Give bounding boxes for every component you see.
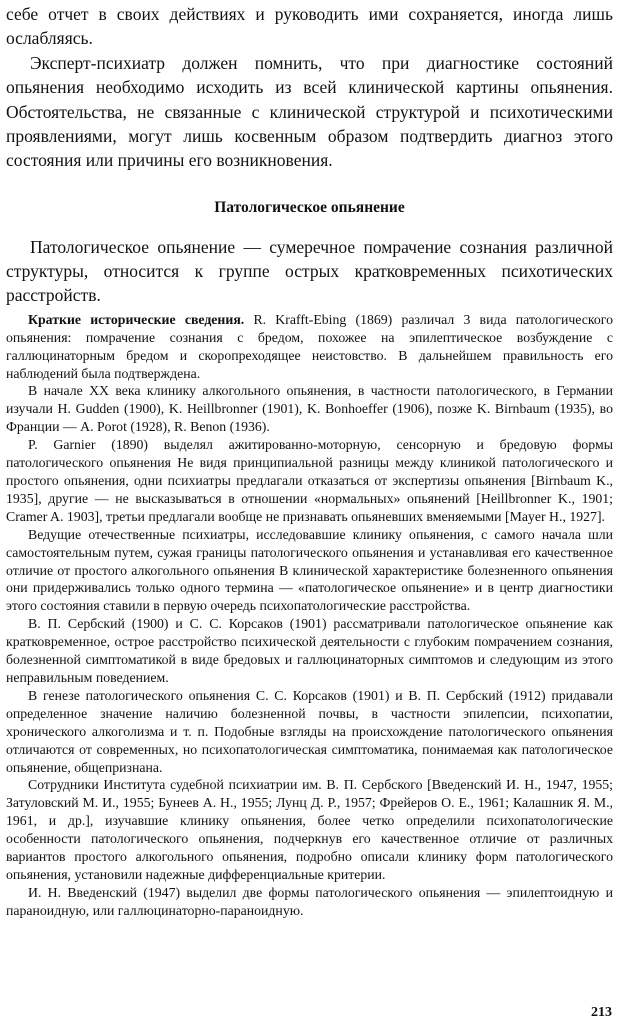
body-paragraph-3: P. Garnier (1890) выделял ажитированно-моторную, сенсорную и бредовую формы патологического опьянения Не видя принципиальной разницы между клиникой патологического и простого опьянения, одни психиатры предлагали отказаться от экспертизы опьянения [Birnbaum K., 1935], другие — не высказываться в отношении «нормальных» опьянений [Heillbronner K., 1901; Cramer A. 1903], третьи предлагали вообще не признавать опьяневших вменяемыми [Mayer H., 1927]. [6,437,613,524]
body-paragraph-6: В генезе патологического опьянения С. С. Корсаков (1901) и В. П. Сербский (1912) придавали определенное значение наличию болезненной почвы, в частности эпилепсии, психопатии, хронического алкоголизма и т. п. Подобные взгляды на происхождение патологического опьянения отличаются от современных, но психопатологическая симптоматика, понимаемая как патологическое опьянение, общепризнана. [6,687,613,775]
intro-paragraph-2: Эксперт-психиатр должен помнить, что при диагностике состояний опьянения необходимо исходить из всей клинической картины опьянения. Обстоятельства, не связанные с клинической структурой и психотическими проявлениями, могут лишь косвенным образом подтвердить диагноз этого состояния или причины его возникновения. [6,52,613,171]
body-paragraph-7: Сотрудники Института судебной психиатрии им. В. П. Сербского [Введенский И. Н., 1947, 1955; Затуловский М. И., 1955; Бунеев А. Н., 1955; Лунц Д. Р., 1957; Фрейеров О. Е., 1961; Калашник Я. М., 1961, и др.], изучавшие клинику опьянения, более четко определили психопатологические особенности патологического опьянения, подчеркнув его качественное отличие от различных вариантов простого алкогольного опьянения, подробно описали клинику форм патологического опьянения, установили надежные дифференциальные критерии. [6,777,613,882]
body-paragraph-1 [6,311,613,383]
body-paragraph-8: И. Н. Введенский (1947) выделил две формы патологического опьянения — эпилептоидную и параноидную, или галлюцинаторно-параноидную. [6,884,613,918]
body-paragraph-4: Ведущие отечественные психиатры, исследовавшие клинику опьянения, с самого начала шли самостоятельным путем, сужая границы патологического опьянения и устанавливая его качественное отличие от простого алкогольного опьянения В клинической характеристике болезненного опьянения они придерживались только одного термина — «патологическое опьянение» и в центр диагностики этого состояния ставили в первую очередь психопатологические расстройства. [6,526,613,614]
page-number: 213 [591,1005,612,1020]
intro-paragraph-1: себе отчет в своих действиях и руководить ими сохраняется, иногда лишь ослабляясь. [6,4,613,49]
paragraph-text: R. Krafft-Ebing (1869) различал 3 вида патологического опьянения: помрачение сознания с бредом, похожее на эпилептическое возбуждение с галлюцинаторным бредом и скоропреходящее неистовство. В дальнейшем правильность его наблюдений была подтверждена. [6,311,613,381]
body-paragraph-5: В. П. Сербский (1900) и С. С. Корсаков (1901) рассматривали патологическое опьянение как кратковременное, острое расстройство психической деятельности с глубоким помрачением сознания, болезненной симптоматикой в виде бредовых и галлюцинаторных симптомов и следующим из этого неправильным поведением. [6,616,613,685]
body-paragraph-2: В начале XX века клинику алкогольного опьянения, в частности патологического, в Германии изучали H. Gudden (1900), K. Heillbronner (1901), K. Bonhoeffer (1906), позже K. Birnbaum (1935), во Франции — A. Porot (1928), R. Benon (1936). [6,383,613,435]
section-title: Патологическое опьянение [214,198,405,216]
paragraph-heading: Краткие исторические сведения. [28,311,245,327]
section-lead-paragraph: Патологическое опьянение — сумеречное помрачение сознания различной структуры, относится к группе острых кратковременных психотических расстройств. [6,236,613,305]
intro-block [6,2,613,173]
body-text [6,311,613,920]
